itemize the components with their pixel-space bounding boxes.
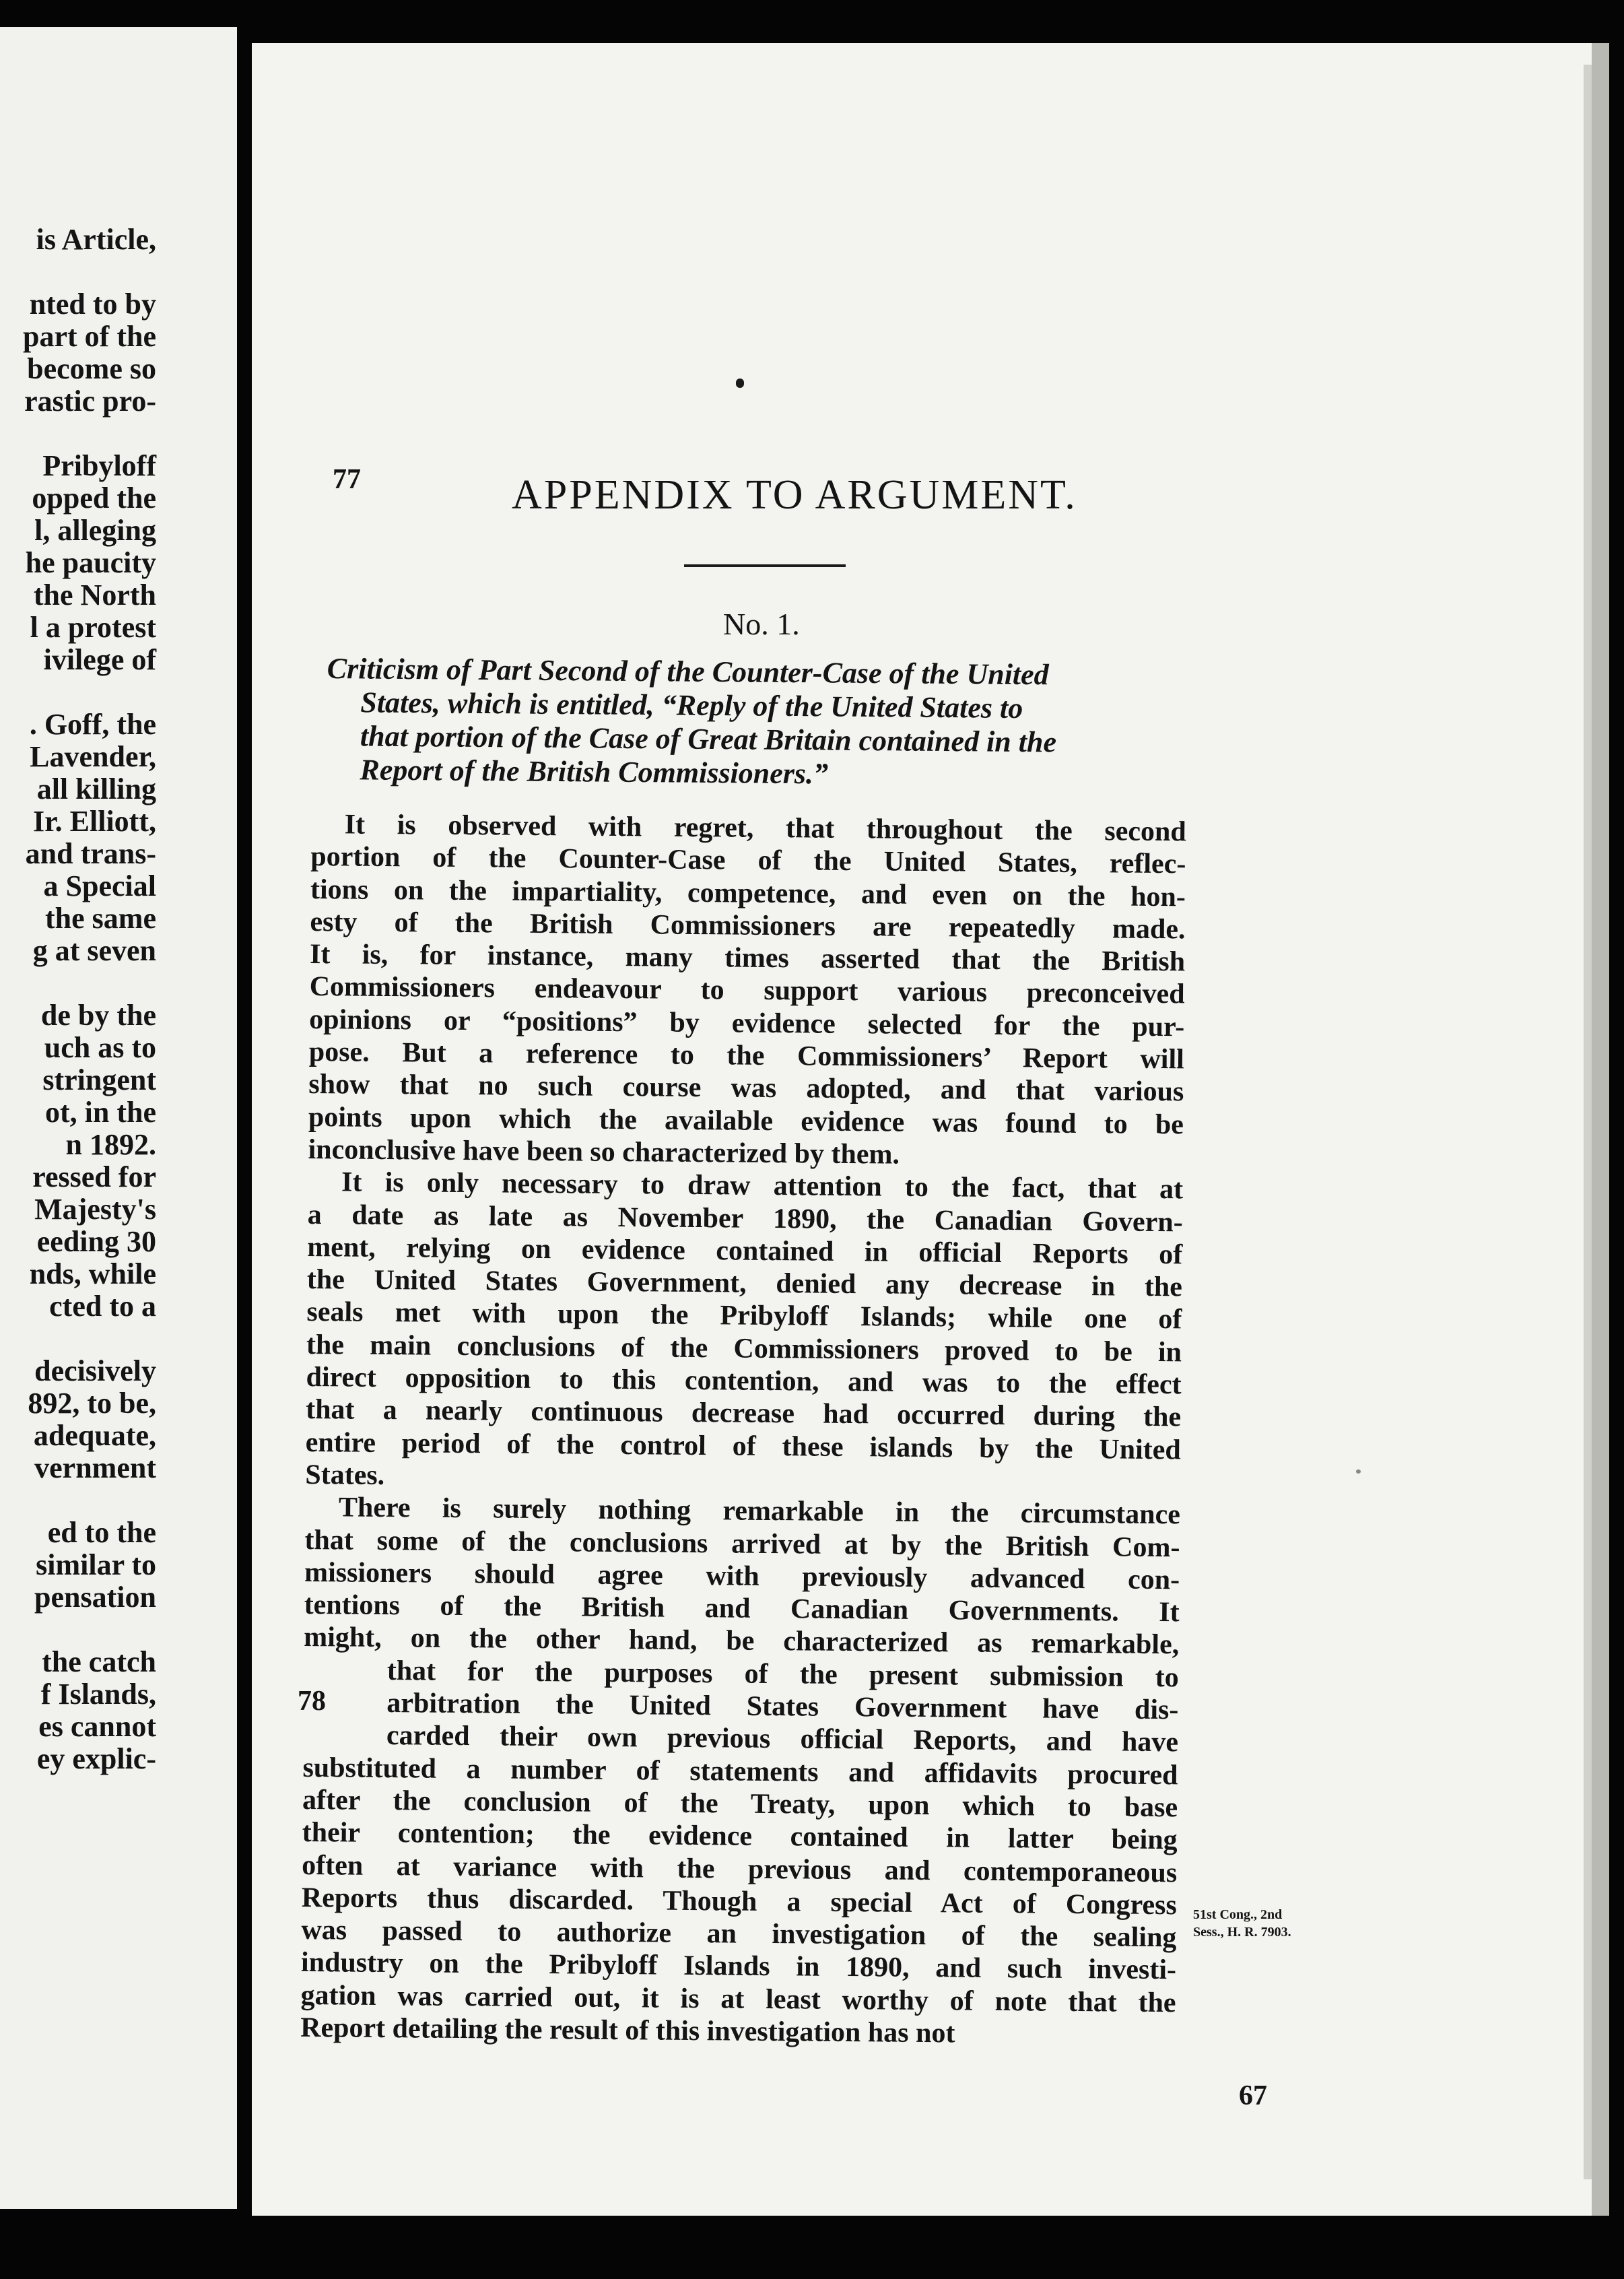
facing-page-line: ot, in the: [45, 1096, 156, 1129]
body-line: show that no such course was adopted, and that various: [308, 1069, 1184, 1108]
body-line: direct opposition to this contention, and was to the effect: [306, 1362, 1182, 1401]
body-line: arbitration the United States Government have dis-: [386, 1688, 1179, 1726]
body-line: There is surely nothing remarkable in the circumstance: [338, 1492, 1181, 1531]
facing-page-line: l a protest: [30, 611, 156, 644]
facing-page-line: decisively: [34, 1354, 156, 1387]
body-line: States.: [305, 1459, 385, 1491]
facing-page-line: become so: [27, 352, 156, 385]
facing-page-line: [0, 418, 156, 450]
facing-page-line: . Goff, the: [29, 708, 156, 741]
body-line: ment, relying on evidence contained in official Reports of: [307, 1231, 1183, 1271]
leaf-number: 77: [333, 464, 361, 495]
body-line: portion of the Counter-Case of the United States, reflec-: [310, 841, 1186, 880]
body-line: that a nearly continuous decrease had occurred during the: [306, 1394, 1182, 1433]
facing-page-text: [0, 224, 156, 1775]
facing-page-line: ressed for: [32, 1160, 156, 1193]
heading-line: Report of the British Commissioners.”: [360, 753, 829, 791]
body-line: entire period of the control of these islands by the United: [305, 1426, 1181, 1465]
facing-page-line: g at seven: [32, 934, 156, 967]
body-line: It is only necessary to draw attention to the fact, that at: [341, 1166, 1184, 1205]
body-line: pose. But a reference to the Commissioners’ Report will: [308, 1036, 1184, 1076]
facing-page-line: de by the: [40, 999, 156, 1032]
facing-page-line: [0, 256, 156, 288]
facing-page-line: and trans-: [25, 837, 156, 870]
facing-page-line: ed to the: [47, 1516, 156, 1549]
facing-page-line: n 1892.: [65, 1128, 156, 1161]
facing-page-line: [0, 1323, 156, 1355]
body-line: that for the purposes of the present submission to: [386, 1655, 1179, 1694]
body-line: a date as late as November 1890, the Canadian Govern-: [307, 1199, 1183, 1238]
body-line: esty of the British Commissioners are repeatedly made.: [310, 906, 1186, 946]
body-line: carded their own previous official Reports, and have: [386, 1720, 1179, 1758]
body-line: was passed to authorize an investigation of the sealing: [301, 1915, 1177, 1954]
body-line: It is, for instance, many times asserted that the British: [309, 939, 1186, 978]
citation-line: 51st Cong., 2nd: [1193, 1907, 1283, 1922]
facing-page-line: [0, 1484, 156, 1517]
facing-page-line: [0, 1614, 156, 1646]
body-line: points upon which the available evidence was found to be: [308, 1101, 1184, 1140]
body-line: tentions of the British and Canadian Governments. It: [304, 1589, 1180, 1628]
body-line: industry on the Pribyloff Islands in 1890, and such investi-: [300, 1947, 1177, 1986]
body-line: inconclusive have been so characterized by them.: [308, 1133, 900, 1170]
margin-leaf-number: 78: [298, 1686, 326, 1717]
facing-page-line: [0, 676, 156, 708]
body-line: Report detailing the result of this investigation has not: [300, 2012, 955, 2049]
facing-page-line: Ir. Elliott,: [33, 805, 156, 838]
body-line: often at variance with the previous and contemporaneous: [302, 1849, 1178, 1888]
facing-page-line: cted to a: [49, 1290, 156, 1323]
page-title: APPENDIX TO ARGUMENT.: [512, 472, 1077, 518]
facing-page-line: the catch: [42, 1645, 156, 1678]
facing-page-line: the same: [45, 902, 156, 935]
ink-speck: [1356, 1469, 1361, 1474]
facing-page-line: pensation: [34, 1581, 156, 1614]
facing-page-left: [0, 27, 237, 2209]
facing-page-line: all killing: [36, 772, 156, 805]
body-line: the United States Government, denied any decrease in the: [306, 1264, 1183, 1303]
facing-page-line: adequate,: [33, 1419, 156, 1452]
facing-page-line: l, alleging: [34, 514, 156, 547]
facing-page-line: es cannot: [38, 1710, 156, 1743]
heading-line: Criticism of Part Second of the Counter-Case of the United: [327, 652, 1049, 692]
facing-page-line: is Article,: [36, 223, 156, 256]
facing-page-line: vernment: [34, 1451, 156, 1484]
facing-page-line: the North: [33, 579, 156, 612]
facing-page-line: eeding 30: [36, 1225, 156, 1258]
facing-page-line: f Islands,: [40, 1678, 156, 1711]
ink-speck: [736, 378, 744, 388]
facing-page-line: nds, while: [29, 1257, 156, 1290]
body-line: missioners should agree with previously advanced con-: [304, 1556, 1180, 1596]
facing-page-line: ivilege of: [43, 643, 156, 676]
body-line: Commissioners endeavour to support various preconceived: [309, 971, 1185, 1010]
facing-page-line: stringent: [42, 1063, 156, 1096]
body-text: [300, 808, 1186, 2052]
body-line: opinions or “positions” by evidence selected for the pur-: [309, 1003, 1185, 1043]
citation-line: Sess., H. R. 7903.: [1193, 1925, 1291, 1940]
body-line: the main conclusions of the Commissioners proved to be in: [306, 1329, 1182, 1368]
facing-page-line: he paucity: [25, 546, 156, 579]
facing-page-line: Majesty's: [34, 1193, 156, 1226]
body-line: after the conclusion of the Treaty, upon which to base: [302, 1784, 1178, 1824]
heading-line: States, which is entitled, “Reply of the United States to: [360, 686, 1023, 725]
section-heading: [326, 652, 1204, 794]
facing-page-line: nted to by: [29, 288, 156, 321]
title-rule: [684, 564, 846, 567]
body-line: that some of the conclusions arrived at by the British Com-: [304, 1524, 1180, 1563]
body-line: tions on the impartiality, competence, and even on the hon-: [310, 873, 1186, 913]
body-line: gation was carried out, it is at least worthy of note that the: [300, 1979, 1176, 2018]
body-line: substituted a number of statements and affidavits procured: [302, 1752, 1178, 1791]
body-line: their contention; the evidence contained in latter being: [302, 1817, 1178, 1856]
facing-page-line: rastic pro-: [24, 385, 156, 418]
facing-page-line: a Special: [43, 869, 156, 902]
facing-page-line: similar to: [36, 1548, 156, 1581]
body-line: might, on the other hand, be characterized as remarkable,: [304, 1622, 1180, 1661]
facing-page-line: part of the: [23, 320, 156, 353]
facing-page-line: opped the: [32, 482, 156, 515]
body-line: Reports thus discarded. Though a special Act of Congress: [301, 1882, 1178, 1921]
document-number: No. 1.: [723, 607, 800, 641]
facing-page-line: uch as to: [44, 1031, 156, 1064]
body-line: seals met with upon the Pribyloff Islands; while one of: [306, 1296, 1182, 1335]
heading-line: that portion of the Case of Great Britain contained in the: [360, 719, 1057, 759]
facing-page-line: 892, to be,: [28, 1387, 156, 1420]
page-edge: [1584, 65, 1592, 2179]
facing-page-line: [0, 967, 156, 999]
facing-page-line: Lavender,: [30, 740, 156, 773]
page-number: 67: [1239, 2080, 1267, 2111]
margin-citation: [1193, 1906, 1291, 1941]
facing-page-line: ey explic-: [36, 1742, 156, 1775]
body-line: It is observed with regret, that throughout the second: [344, 809, 1186, 848]
facing-page-line: Pribyloff: [42, 449, 156, 482]
